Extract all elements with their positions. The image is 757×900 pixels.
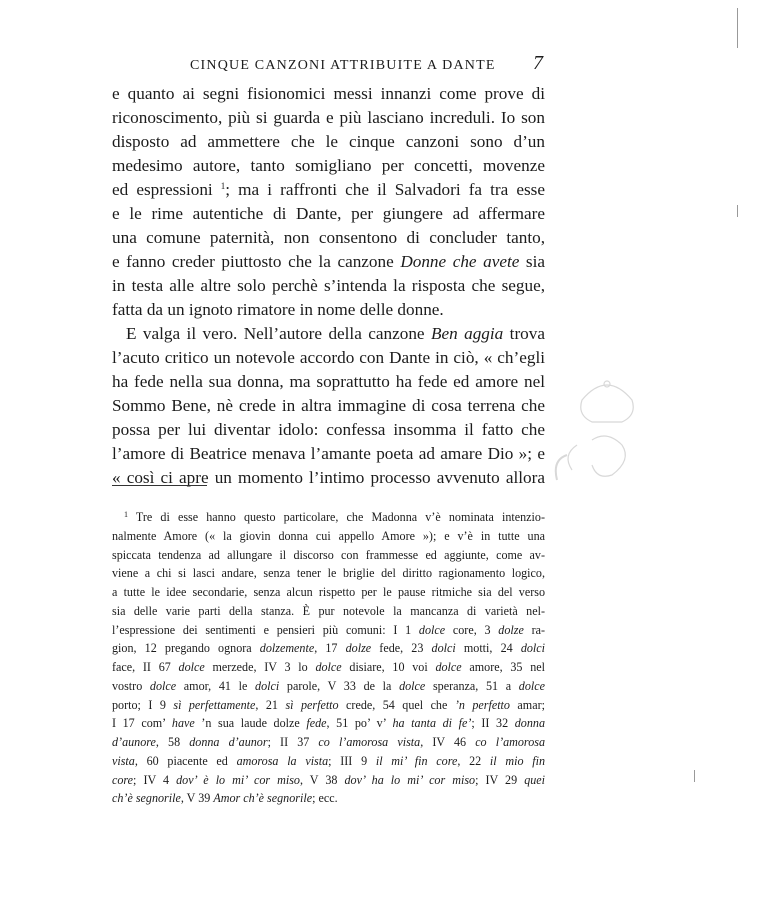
footnote-line: $^1$ Tre di esse hanno questo particolare, che Madonna v’è nominata intenzio- [124,510,545,524]
footnote-line: l’espressione dei sentimenti e pensieri più comuni: I 1 dolce core, 3 dolze ra- [112,622,545,637]
text-line: Sommo Bene, nè crede in altra immagine di cosa terrena che [112,396,545,415]
page-number: 7 [533,52,543,74]
poem-title: Donne che avete [400,252,520,271]
main-text [112,82,545,490]
text-line: possa per lui diventar idolo: confessa insomma il fatto che [112,420,545,439]
footnote [112,508,545,808]
footnote-line: viene a chi si lasci andare, senza tener le briglie del diritto ragionamento logico, [112,566,545,581]
footnote-line: I 17 com’ have ’n sua laude dolze fede, 51 po’ v’ ha tanta di fe’; II 32 donna [112,716,545,731]
text-line: fatta da un ignoto rimatore in nome delle donne. [112,300,444,319]
text-line: una comune paternità, non consentono di concluder tanto, [112,228,545,247]
footnote-number: 1 [124,510,128,519]
footnote-line: face, II 67 dolce merzede, IV 3 lo dolce disiare, 10 voi dolce amore, 35 nel [112,660,546,674]
poem-title: Ben aggia [430,324,504,343]
text-line: e quanto ai segni fisionomici messi innanzi come prove di [112,84,545,103]
footnote-line: a tutte le idee secondarie, senza alcun rispetto per le pause ritmiche sia del verso [112,585,545,599]
footnote-separator [112,485,207,486]
library-stamp-icon [552,360,662,510]
text-line: riconoscimento, più si guarda e più lasciano increduli. Io son [112,108,545,127]
text-line: medesimo autore, tanto somigliano per concetti, movenze [112,156,545,175]
footnote-line: sia delle varie parti della stanza. È pur notevole la mancanza di varietà nel- [112,603,545,618]
text-line: e fanno creder piuttosto che la canzone Donne che avete sia [112,252,546,271]
footnote-line: vostro dolce amor, 41 le dolci parole, V 33 de la dolce speranza, 51 a dolce [112,678,545,693]
text-line: ha fede nella sua donna, ma soprattutto ha fede ed amore nel [112,372,545,391]
text-line: E valga il vero. Nell’autore della canzone Ben aggia trova [126,324,545,343]
running-head: CINQUE CANZONI ATTRIBUITE A DANTE [190,58,496,73]
text-line: l’amore di Beatrice menava l’amante poeta ad amare Dio »; e [112,444,545,463]
footnote-line: nalmente Amore (« la giovin donna cui appello Amore »); e v’è in tutte una [112,528,545,543]
text-line: ed espressioni $^1$; ma i raffronti che il Salvadori fa tra esse [112,180,546,199]
margin-mark [737,205,738,217]
footnote-ref[interactable]: 1 [220,181,226,191]
text-line: l’acuto critico un notevole accordo con Dante in ciò, « ch’egli [112,348,545,367]
footnote-line: vista, 60 piacente ed amorosa la vista; III 9 il mi’ fin core, 22 il mio fin [112,753,545,768]
margin-mark [737,8,738,48]
footnote-line: spiccata tendenza ad allungare il discorso con frammesse ed aggiunte, come av- [112,547,545,562]
text-line: disposto ad ammettere che le cinque canzoni sono d’un [112,132,545,151]
footnote-line: core; IV 4 dov’ è lo mi’ cor miso, V 38 dov’ ha lo mi’ cor miso; IV 29 quei [112,772,546,787]
margin-mark [694,770,695,782]
footnote-line: d’aunore, 58 donna d’aunor; II 37 co l’amorosa vista, IV 46 co l’amorosa [112,735,545,749]
text-line: « così ci apre un momento l’intimo processo avvenuto allora [112,468,545,487]
text-line: in testa alle altre solo perchè s’intenda la risposta che segue, [112,276,545,295]
text-line: e le rime autentiche di Dante, per giungere ad affermare [112,204,545,223]
footnote-line: gion, 12 pregando ognora dolzemente, 17 dolze fede, 23 dolci motti, 24 dolci [112,641,545,656]
footnote-line: ch’è segnorile, V 39 Amor ch’è segnorile; ecc. [112,791,338,806]
footnote-line: porto; I 9 sì perfettamente, 21 sì perfetto crede, 54 quel che ’n perfetto amar; [112,697,545,712]
